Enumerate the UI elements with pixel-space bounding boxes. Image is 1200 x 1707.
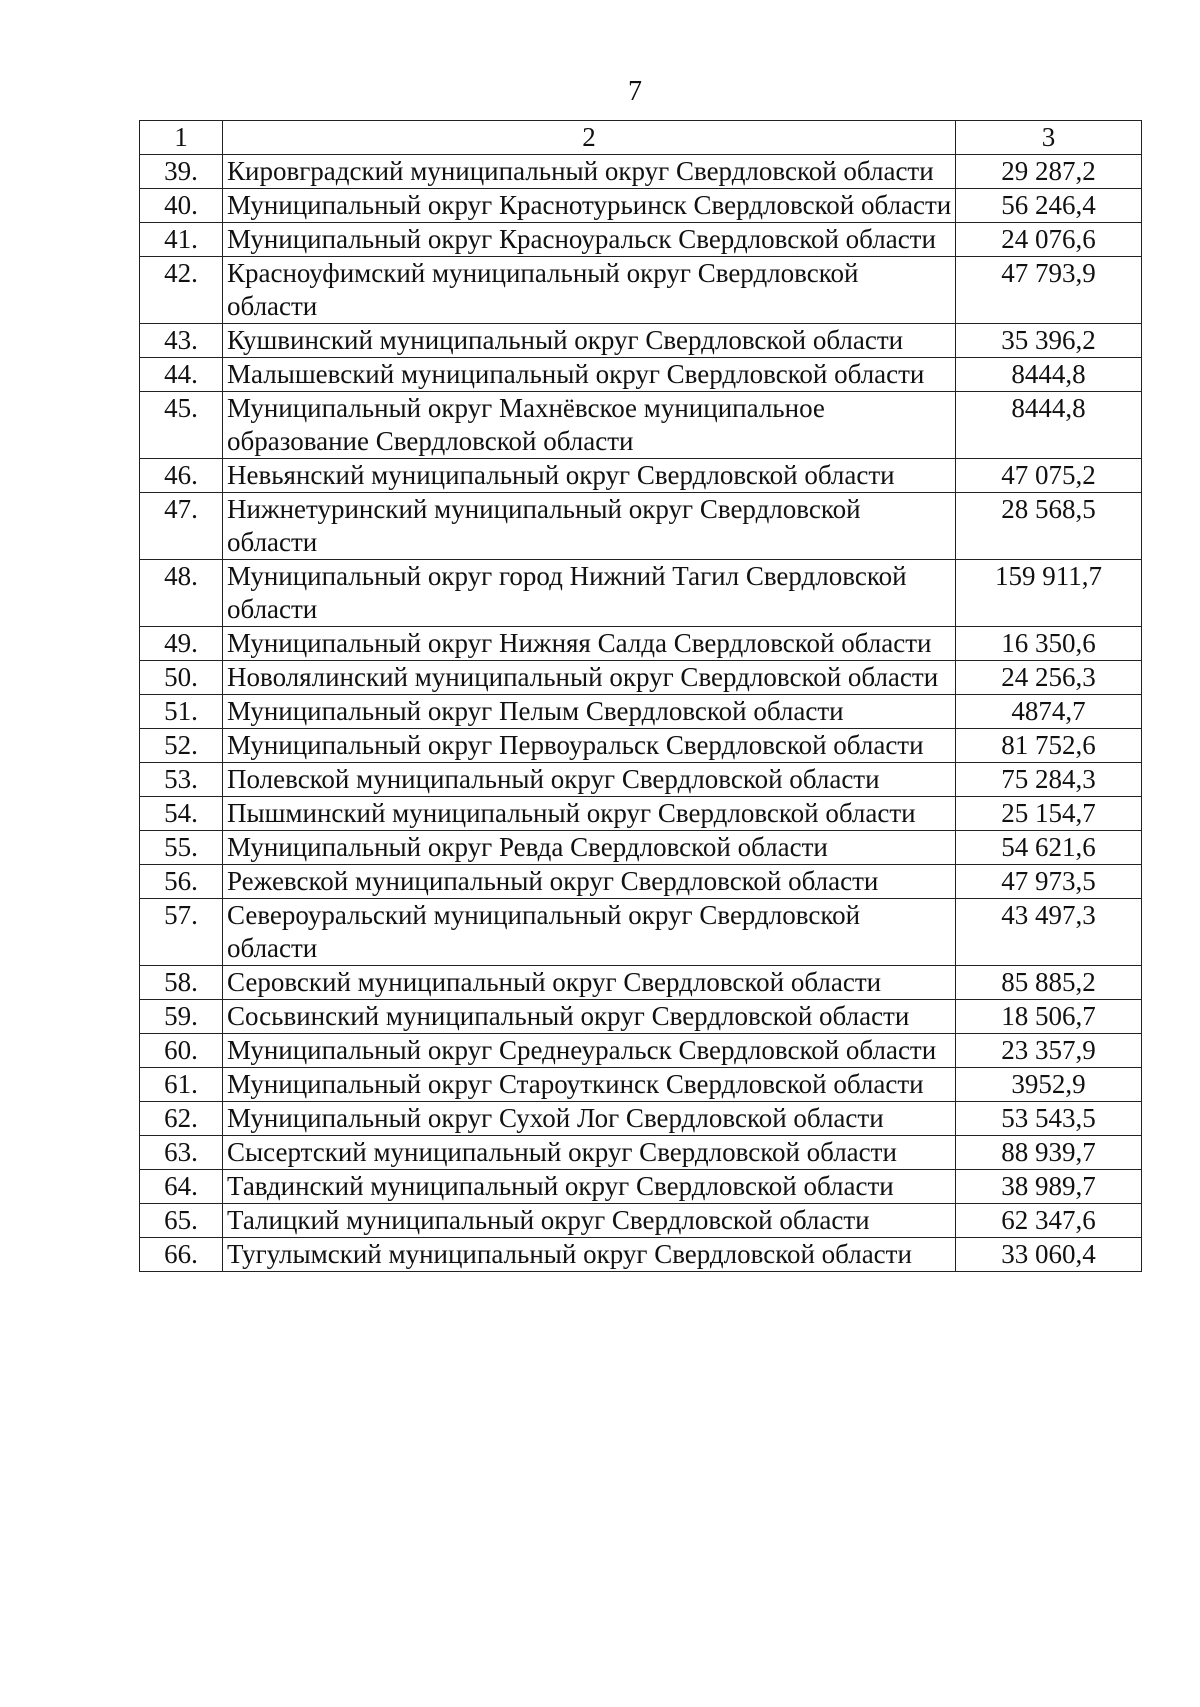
row-value-cell: 28 568,5 (956, 493, 1142, 560)
table-header-row (140, 121, 1142, 155)
row-name-cell: Новолялинский муниципальный округ Свердловской области (223, 661, 956, 695)
row-number-cell: 52. (140, 729, 223, 763)
row-name-cell: Пышминский муниципальный округ Свердловской области (223, 797, 956, 831)
row-value-cell: 62 347,6 (956, 1204, 1142, 1238)
row-number-cell: 55. (140, 831, 223, 865)
table-row (140, 1204, 1142, 1238)
table-row (140, 695, 1142, 729)
table-row (140, 966, 1142, 1000)
row-value-cell: 23 357,9 (956, 1034, 1142, 1068)
row-value-cell: 3952,9 (956, 1068, 1142, 1102)
row-number-cell: 41. (140, 223, 223, 257)
row-name-cell: Красноуфимский муниципальный округ Свердловской области (223, 257, 956, 324)
row-number-cell: 54. (140, 797, 223, 831)
row-name-cell: Муниципальный округ Первоуральск Свердловской области (223, 729, 956, 763)
row-name-cell: Муниципальный округ Пелым Свердловской области (223, 695, 956, 729)
row-value-cell: 24 256,3 (956, 661, 1142, 695)
row-number-cell: 43. (140, 324, 223, 358)
row-name-cell: Муниципальный округ Красноуральск Свердловской области (223, 223, 956, 257)
row-name-cell: Муниципальный округ Ревда Свердловской области (223, 831, 956, 865)
row-name-cell: Кировградский муниципальный округ Свердловской области (223, 155, 956, 189)
row-value-cell: 16 350,6 (956, 627, 1142, 661)
table-row (140, 459, 1142, 493)
row-number-cell: 56. (140, 865, 223, 899)
row-number-cell: 62. (140, 1102, 223, 1136)
table-body (140, 121, 1142, 1272)
row-value-cell: 56 246,4 (956, 189, 1142, 223)
row-number-cell: 53. (140, 763, 223, 797)
table-row (140, 155, 1142, 189)
row-number-cell: 40. (140, 189, 223, 223)
header-col-3: 3 (956, 121, 1142, 155)
table-row (140, 358, 1142, 392)
row-number-cell: 44. (140, 358, 223, 392)
row-name-cell: Нижнетуринский муниципальный округ Свердловской области (223, 493, 956, 560)
row-name-cell: Североуральский муниципальный округ Свердловской области (223, 899, 956, 966)
row-number-cell: 49. (140, 627, 223, 661)
row-name-cell: Тавдинский муниципальный округ Свердловской области (223, 1170, 956, 1204)
table-row (140, 865, 1142, 899)
table-row (140, 661, 1142, 695)
table-row (140, 493, 1142, 560)
row-number-cell: 45. (140, 392, 223, 459)
row-number-cell: 42. (140, 257, 223, 324)
row-name-cell: Невьянский муниципальный округ Свердловской области (223, 459, 956, 493)
table-row (140, 1170, 1142, 1204)
row-value-cell: 25 154,7 (956, 797, 1142, 831)
row-value-cell: 4874,7 (956, 695, 1142, 729)
row-name-cell: Серовский муниципальный округ Свердловской области (223, 966, 956, 1000)
table-row (140, 1136, 1142, 1170)
table-row (140, 1068, 1142, 1102)
table-row (140, 729, 1142, 763)
budget-table (139, 120, 1142, 1272)
row-name-cell: Муниципальный округ Махнёвское муниципальное образование Свердловской области (223, 392, 956, 459)
row-value-cell: 29 287,2 (956, 155, 1142, 189)
page-number: 7 (628, 76, 642, 107)
row-name-cell: Муниципальный округ Краснотурьинск Свердловской области (223, 189, 956, 223)
row-value-cell: 53 543,5 (956, 1102, 1142, 1136)
row-name-cell: Талицкий муниципальный округ Свердловской области (223, 1204, 956, 1238)
row-number-cell: 47. (140, 493, 223, 560)
row-number-cell: 46. (140, 459, 223, 493)
table-row (140, 392, 1142, 459)
row-number-cell: 59. (140, 1000, 223, 1034)
row-name-cell: Тугулымский муниципальный округ Свердловской области (223, 1238, 956, 1272)
table-row (140, 1238, 1142, 1272)
row-number-cell: 48. (140, 560, 223, 627)
row-name-cell: Кушвинский муниципальный округ Свердловской области (223, 324, 956, 358)
row-value-cell: 85 885,2 (956, 966, 1142, 1000)
row-value-cell: 88 939,7 (956, 1136, 1142, 1170)
row-value-cell: 75 284,3 (956, 763, 1142, 797)
row-value-cell: 47 075,2 (956, 459, 1142, 493)
row-number-cell: 58. (140, 966, 223, 1000)
row-value-cell: 47 973,5 (956, 865, 1142, 899)
row-number-cell: 61. (140, 1068, 223, 1102)
table-row (140, 324, 1142, 358)
table-row (140, 1000, 1142, 1034)
row-value-cell: 8444,8 (956, 358, 1142, 392)
table-row (140, 797, 1142, 831)
row-name-cell: Сосьвинский муниципальный округ Свердловской области (223, 1000, 956, 1034)
table-row (140, 1034, 1142, 1068)
row-number-cell: 63. (140, 1136, 223, 1170)
row-value-cell: 8444,8 (956, 392, 1142, 459)
table-row (140, 189, 1142, 223)
row-number-cell: 64. (140, 1170, 223, 1204)
row-name-cell: Муниципальный округ Среднеуральск Свердловской области (223, 1034, 956, 1068)
row-name-cell: Муниципальный округ Староуткинск Свердловской области (223, 1068, 956, 1102)
row-value-cell: 43 497,3 (956, 899, 1142, 966)
row-name-cell: Малышевский муниципальный округ Свердловской области (223, 358, 956, 392)
table-row (140, 560, 1142, 627)
row-name-cell: Режевской муниципальный округ Свердловской области (223, 865, 956, 899)
table-row (140, 627, 1142, 661)
row-value-cell: 47 793,9 (956, 257, 1142, 324)
row-number-cell: 57. (140, 899, 223, 966)
row-value-cell: 81 752,6 (956, 729, 1142, 763)
row-number-cell: 50. (140, 661, 223, 695)
row-value-cell: 159 911,7 (956, 560, 1142, 627)
table-row (140, 223, 1142, 257)
table-row (140, 257, 1142, 324)
row-value-cell: 24 076,6 (956, 223, 1142, 257)
row-name-cell: Муниципальный округ город Нижний Тагил Свердловской области (223, 560, 956, 627)
header-col-1: 1 (140, 121, 223, 155)
table-row (140, 831, 1142, 865)
table-row (140, 899, 1142, 966)
table-row (140, 763, 1142, 797)
row-number-cell: 65. (140, 1204, 223, 1238)
row-value-cell: 38 989,7 (956, 1170, 1142, 1204)
row-number-cell: 66. (140, 1238, 223, 1272)
header-col-2: 2 (223, 121, 956, 155)
row-value-cell: 54 621,6 (956, 831, 1142, 865)
row-name-cell: Сысертский муниципальный округ Свердловской области (223, 1136, 956, 1170)
row-value-cell: 33 060,4 (956, 1238, 1142, 1272)
row-value-cell: 18 506,7 (956, 1000, 1142, 1034)
row-value-cell: 35 396,2 (956, 324, 1142, 358)
table-row (140, 1102, 1142, 1136)
row-number-cell: 60. (140, 1034, 223, 1068)
row-name-cell: Муниципальный округ Сухой Лог Свердловской области (223, 1102, 956, 1136)
row-name-cell: Муниципальный округ Нижняя Салда Свердловской области (223, 627, 956, 661)
row-name-cell: Полевской муниципальный округ Свердловской области (223, 763, 956, 797)
row-number-cell: 51. (140, 695, 223, 729)
row-number-cell: 39. (140, 155, 223, 189)
